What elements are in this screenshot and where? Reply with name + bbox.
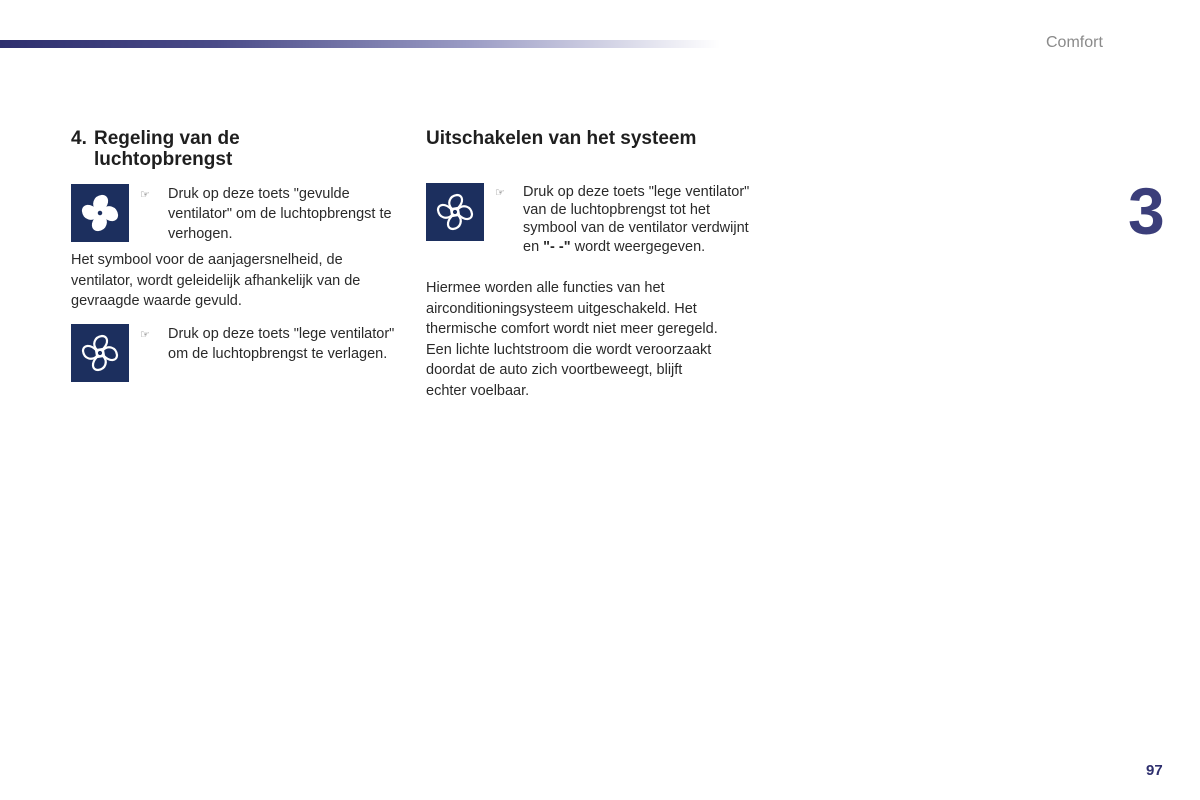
fan-full-icon <box>71 184 129 242</box>
dash-symbol: "- -" <box>543 238 571 255</box>
pointer-bullet-icon: ☞ <box>140 328 150 341</box>
section-title: Comfort <box>1046 34 1103 51</box>
instruction-text: ☞ Druk op deze toets "gevulde ventilator" om de luchtopbrengst te verhogen. <box>140 186 392 242</box>
fan-empty-icon <box>426 183 484 241</box>
page-number: 97 <box>1146 762 1163 779</box>
switch-off-paragraph: Hiermee worden alle functies van het airconditioningsysteem uitgeschakeld. Het thermische comfort wordt niet meer geregeld. Een lichte luchtstroom die wordt veroorzaakt doordat de auto zich voortbeweegt, blijft echter voelbaar. <box>426 280 718 399</box>
instruction-text: ☞ Druk op deze toets "lege ventilator" om de luchtopbrengst te verlagen. <box>140 325 395 362</box>
pointer-bullet-icon: ☞ <box>495 187 505 199</box>
right-heading: Uitschakelen van het systeem <box>426 128 697 149</box>
pointer-bullet-icon: ☞ <box>140 189 150 201</box>
left-heading <box>71 128 401 170</box>
fan-symbol-paragraph: Het symbool voor de aanjagersnelheid, de ventilator, wordt geleidelijk afhankelijk van de gevraagde waarde gevuld. <box>71 252 361 309</box>
heading-line-2: luchtopbrengst <box>94 149 233 170</box>
instruction-text: ☞ Druk op deze toets "lege ventilator" van de luchtopbrengst tot het symbool van de ventilator verdwijnt en "- -" wordt weergegeven. <box>495 184 750 255</box>
right-column <box>426 128 766 401</box>
chapter-number: 3 <box>1128 174 1165 248</box>
heading-number: 4. <box>71 128 87 149</box>
header-gradient-bar <box>0 40 720 48</box>
fan-empty-icon <box>71 324 129 382</box>
instruction-decrease <box>71 324 401 384</box>
heading-line-1: Regeling van de <box>94 128 240 149</box>
instruction-switch-off <box>426 183 766 269</box>
left-column <box>71 128 401 384</box>
instruction-increase <box>71 184 401 244</box>
